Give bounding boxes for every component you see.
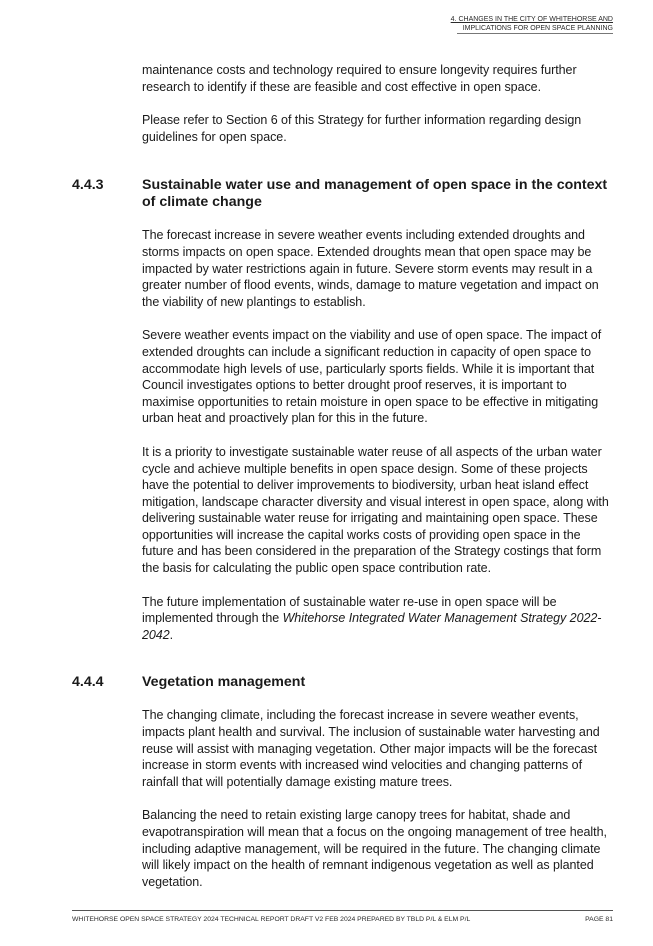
page-footer	[72, 916, 613, 923]
section-title: Vegetation management	[142, 674, 306, 691]
section-4-4-4-paragraph-2: Balancing the need to retain existing large canopy trees for habitat, shade and evapotranspiration will mean that a focus on the ongoing management of tree health, including adaptive management, will be required in the future. The changing climate will likely impact on the health of remnant indigenous vegetation as well as planted vegetation.	[142, 808, 607, 889]
section-4-4-3-paragraph-1: The forecast increase in severe weather events including extended droughts and storms impacts on open space. Extended droughts mean that open space may be impacted by water restrictions again in future. Severe storm events may result in a greater number of flood events, winds, damage to mature vegetation and impact on the viability of new plantings to establish.	[142, 228, 599, 309]
paragraph-text: The future implementation of sustainable water re-use in open space will be implemented through the	[142, 594, 557, 626]
section-number: 4.4.3	[72, 177, 104, 194]
section-4-4-4-paragraph-1: The changing climate, including the forecast increase in severe weather events, impacts plant health and survival. The inclusion of sustainable water harvesting and reuse will assist with managing vegetation. Other major impacts will be the forecast increase in storm events with increased wind velocities and changing patterns of rainfall that will potentially damage existing mature trees.	[142, 708, 600, 789]
section-title: Sustainable water use and management of open space in the context of climate change	[142, 177, 608, 211]
intro-paragraph-2: Please refer to Section 6 of this Strategy for further information regarding design guidelines for open space.	[142, 113, 582, 144]
intro-paragraph-1: maintenance costs and technology required to ensure longevity requires further research to identify if these are feasible and cost effective in open space.	[142, 63, 577, 94]
paragraph-text-end: .	[169, 627, 174, 642]
running-header-line-1: 4. CHANGES IN THE CITY OF WHITEHORSE AND	[450, 16, 613, 23]
section-4-4-3-paragraph-4	[142, 594, 614, 644]
footer-rule	[72, 910, 613, 911]
strategy-document-title: Whitehorse Integrated Water Management Strategy 2022-2042	[142, 611, 602, 642]
page-number: PAGE 81	[585, 916, 613, 923]
header-rule	[457, 33, 613, 34]
section-4-4-3-paragraph-3: It is a priority to investigate sustainable water reuse of all aspects of the urban water cycle and achieve multiple benefits in open space design. Some of these projects have the potential to deliver improvements to biodiversity, urban heat island effect mitigation, landscape character diversity and visual interest in open space, along with delivering sustainable water reuse for irrigating and maintaining open space. These opportunities will increase the capital works costs of providing open space in the future and has been considered in the preparation of the Strategy costings that form the basis for calculating the public open space contribution rate.	[142, 444, 609, 576]
running-header	[451, 16, 613, 33]
page-body	[72, 62, 614, 890]
section-heading-4-4-3	[72, 177, 614, 211]
section-4-4-3-paragraph-2: Severe weather events impact on the viability and use of open space. The impact of extended droughts can include a significant reduction in capacity of open space to accommodate high levels of use, particularly sports fields. While it is important that Council investigates options to better drought proof reserves, it is important to maximise opportunities to retain moisture in open space to be effective in mitigating urban heat and proactively plan for this in the future.	[142, 328, 602, 426]
footer-document-info: WHITEHORSE OPEN SPACE STRATEGY 2024 TECHNICAL REPORT DRAFT V2 FEB 2024 PREPARED BY TBLD P/L & ELM P/L	[72, 916, 471, 923]
section-number: 4.4.4	[72, 674, 104, 691]
running-header-line-2: IMPLICATIONS FOR OPEN SPACE PLANNING	[462, 24, 613, 32]
section-heading-4-4-4	[72, 674, 614, 691]
